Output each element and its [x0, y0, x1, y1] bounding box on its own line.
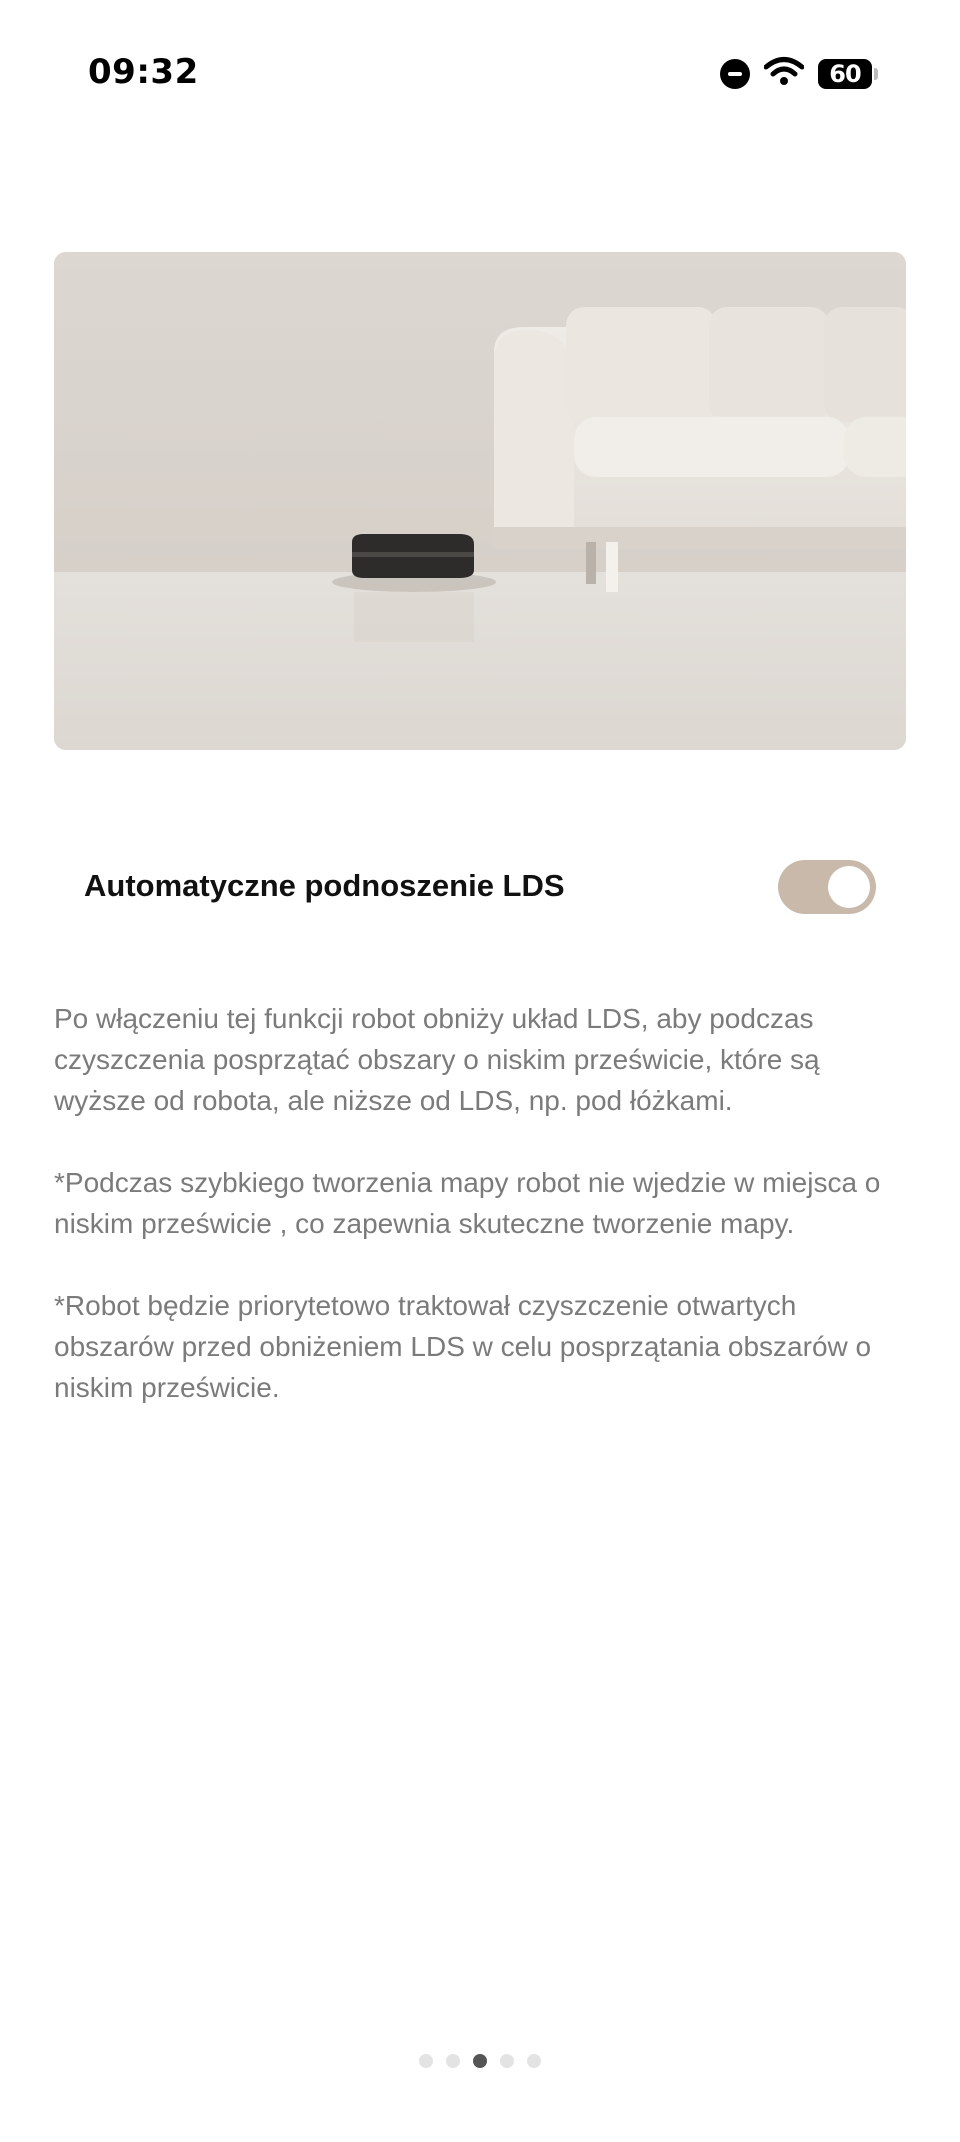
setting-label: Automatyczne podnoszenie LDS: [84, 868, 565, 903]
page-indicator: [0, 2054, 960, 2068]
status-icons: [720, 56, 872, 91]
robot-vacuum-under-sofa-image: [54, 252, 906, 750]
toggle-knob: [828, 866, 870, 908]
description-paragraph-3: *Robot będzie priorytetowo traktował czyszczenie otwartych obszarów przed obniżeniem LDS w celu posprzątania obszarów o niskim prześwicie.: [54, 1290, 872, 1403]
wifi-icon: [764, 56, 804, 91]
page-dot: [446, 2054, 460, 2068]
description-paragraph-1: Po włączeniu tej funkcji robot obniży układ LDS, aby podczas czyszczenia posprzątać obszary o niskim prześwicie, które są wyższe od robota, ale niższe od LDS, np. pod łóżkami.: [54, 1003, 820, 1116]
status-time: 09:32: [88, 52, 199, 92]
description-paragraph-2: *Podczas szybkiego tworzenia mapy robot nie wjedzie w miejsca o niskim prześwicie , co zapewnia skuteczne tworzenie mapy.: [54, 1167, 881, 1239]
status-bar: [0, 0, 960, 150]
page-dot: [527, 2054, 541, 2068]
do-not-disturb-icon: [720, 59, 750, 89]
battery-icon: [818, 59, 872, 89]
lds-lift-toggle[interactable]: [778, 860, 876, 914]
setting-description: [54, 998, 914, 1449]
battery-level: 60: [829, 59, 861, 88]
page-dot: [500, 2054, 514, 2068]
page-dot: [419, 2054, 433, 2068]
page-dot: [473, 2054, 487, 2068]
lds-lift-setting-row: [54, 846, 906, 930]
hero-image: [54, 252, 906, 750]
